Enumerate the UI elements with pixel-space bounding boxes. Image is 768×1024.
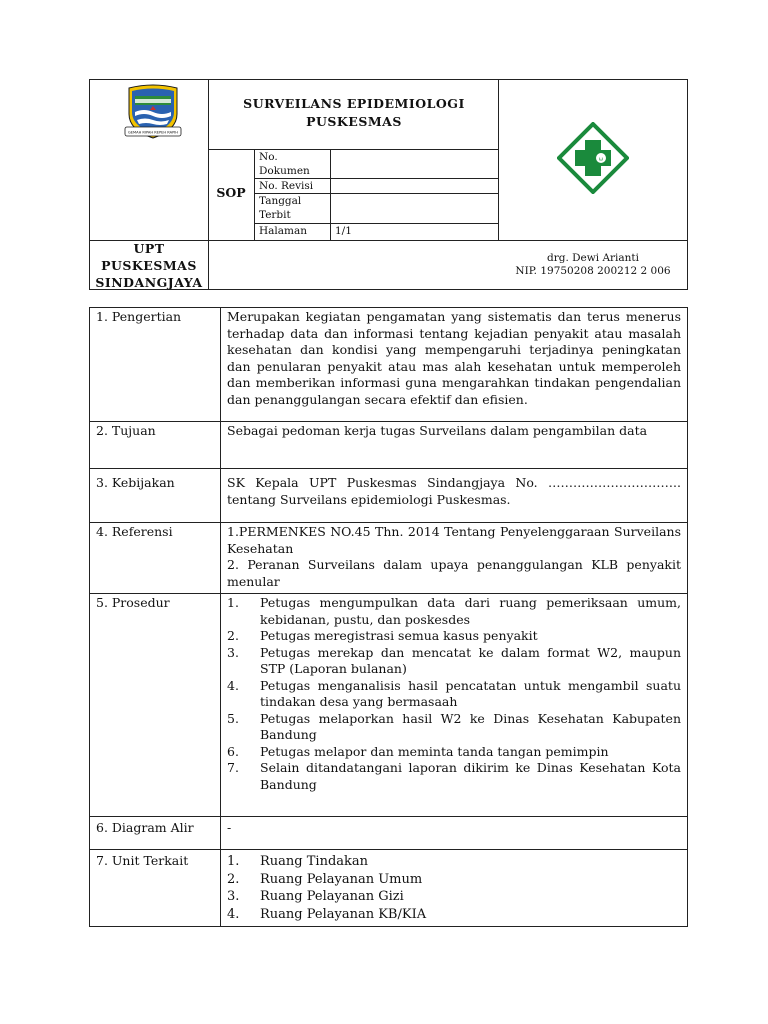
list-text: Petugas meregistrasi semua kasus penyakit (260, 628, 538, 643)
list-text: Ruang Pelayanan Gizi (260, 889, 404, 904)
table-row (90, 469, 688, 523)
header-divider (330, 149, 331, 240)
list-item (227, 888, 681, 906)
signer-name: drg. Dewi Arianti (546, 252, 639, 264)
header-divider (254, 149, 255, 240)
puskesmas-logo (557, 122, 629, 194)
signer-nip: NIP. 19750208 200212 2 006 (515, 265, 671, 277)
list-text: Ruang Pelayanan KB/KIA (260, 906, 427, 922)
header-divider (498, 79, 499, 240)
unit-line: SINDANGJAYA (95, 275, 203, 290)
list-text: Petugas mengumpulkan data dari ruang pemeriksaan umum, kebidanan, pustu, dan poskesdes (260, 595, 681, 627)
row-label: 3. Kebijakan (90, 469, 221, 523)
procedure-list (227, 595, 681, 793)
list-number: 4. (227, 677, 239, 693)
list-text: Selain ditandatangani laporan dikirim ke Dinas Kesehatan Kota Bandung (260, 760, 681, 792)
field-value-halaman: 1/1 (335, 225, 352, 237)
signature-block (498, 252, 688, 278)
list-text: Petugas melapor dan meminta tanda tangan pemimpin (260, 743, 609, 759)
list-text: Ruang Tindakan (260, 854, 369, 869)
list-number: 3. (227, 644, 239, 660)
svg-text:ω: ω (598, 156, 604, 163)
field-label-no-dokumen: No. Dokumen (259, 151, 310, 177)
document-title (210, 95, 498, 131)
list-number: 1. (227, 595, 239, 610)
reference-item: 1.PERMENKES NO.45 Thn. 2014 Tentang Penyelenggaraan Surveilans Kesehatan (227, 524, 681, 556)
title-line: SURVEILANS EPIDEMIOLOGI (243, 96, 465, 111)
list-item (227, 711, 681, 744)
row-content-diagram: - (221, 817, 688, 850)
row-content-pengertian: Merupakan kegiatan pengamatan yang sistematis dan terus menerus terhadap data dan informasi tentang kejadian penyakit atau masalah kesehatan dan kondisi yang mempengaruhi terjadinya peningkatan dan penularan penyakit atau mas alah kesehatan untuk memperoleh dan memberikan informasi guna mengarahkan tindakan pengendalian dan penanggulangan secara efektif dan efisien. (221, 308, 688, 422)
list-item (227, 760, 681, 793)
list-item (227, 871, 681, 889)
field-label-halaman: Halaman (259, 225, 308, 237)
list-item (227, 678, 681, 711)
header-divider (208, 149, 498, 150)
unit-line: UPT (133, 241, 165, 256)
row-content-referensi (221, 523, 688, 594)
list-number: 2. (227, 871, 240, 887)
row-label: 4. Referensi (90, 523, 221, 594)
row-content-unit (221, 850, 688, 927)
list-number: 4. (227, 906, 240, 922)
kabupaten-bandung-logo (123, 82, 183, 142)
field-label-tanggal-terbit: Tanggal Terbit (259, 195, 302, 221)
row-content-prosedur (221, 594, 688, 817)
list-item (227, 906, 681, 924)
list-text: Petugas menganalisis hasil pencatatan untuk mengambil suatu tindakan desa yang bermasaah (260, 677, 681, 709)
list-number: 2. (227, 628, 239, 643)
table-row (90, 523, 688, 594)
list-text: Ruang Pelayanan Umum (260, 871, 423, 887)
table-row (90, 850, 688, 927)
unit-name (90, 240, 208, 291)
unit-list (227, 853, 681, 923)
title-line: PUSKESMAS (306, 114, 402, 129)
list-item (227, 744, 681, 761)
list-text: Petugas merekap dan mencatat ke dalam format W2, maupun STP (Laporan bulanan) (260, 644, 681, 676)
row-content-kebijakan: SK Kepala UPT Puskesmas Sindangjaya No. ………………………….. tentang Surveilans epidemiologi Puskesmas. (221, 469, 688, 523)
list-number: 7. (227, 760, 239, 775)
list-text: Petugas melaporkan hasil W2 ke Dinas Kesehatan Kabupaten Bandung (260, 710, 681, 742)
field-label-no-revisi: No. Revisi (259, 180, 314, 192)
row-content-tujuan: Sebagai pedoman kerja tugas Surveilans dalam pengambilan data (221, 422, 688, 469)
list-item (227, 645, 681, 678)
reference-item: 2. Peranan Surveilans dalam upaya penanggulangan KLB penyakit menular (227, 557, 681, 589)
table-row (90, 594, 688, 817)
list-number: 1. (227, 854, 240, 869)
list-item (227, 595, 681, 628)
table-row (90, 308, 688, 422)
list-number: 5. (227, 710, 239, 726)
row-label: 1. Pengertian (90, 308, 221, 422)
row-label: 5. Prosedur (90, 594, 221, 817)
list-number: 3. (227, 889, 240, 904)
unit-line: PUSKESMAS (101, 258, 197, 273)
logo-motto: GEMAH RIPAH REPEH RAPIH (127, 130, 179, 135)
table-row (90, 817, 688, 850)
row-label: 6. Diagram Alir (90, 817, 221, 850)
list-item (227, 628, 681, 645)
sop-content-table (89, 307, 688, 927)
table-row (90, 422, 688, 469)
row-label: 7. Unit Terkait (90, 850, 221, 927)
row-label: 2. Tujuan (90, 422, 221, 469)
list-number: 6. (227, 743, 239, 759)
sop-label: SOP (216, 185, 246, 200)
list-item (227, 853, 681, 871)
